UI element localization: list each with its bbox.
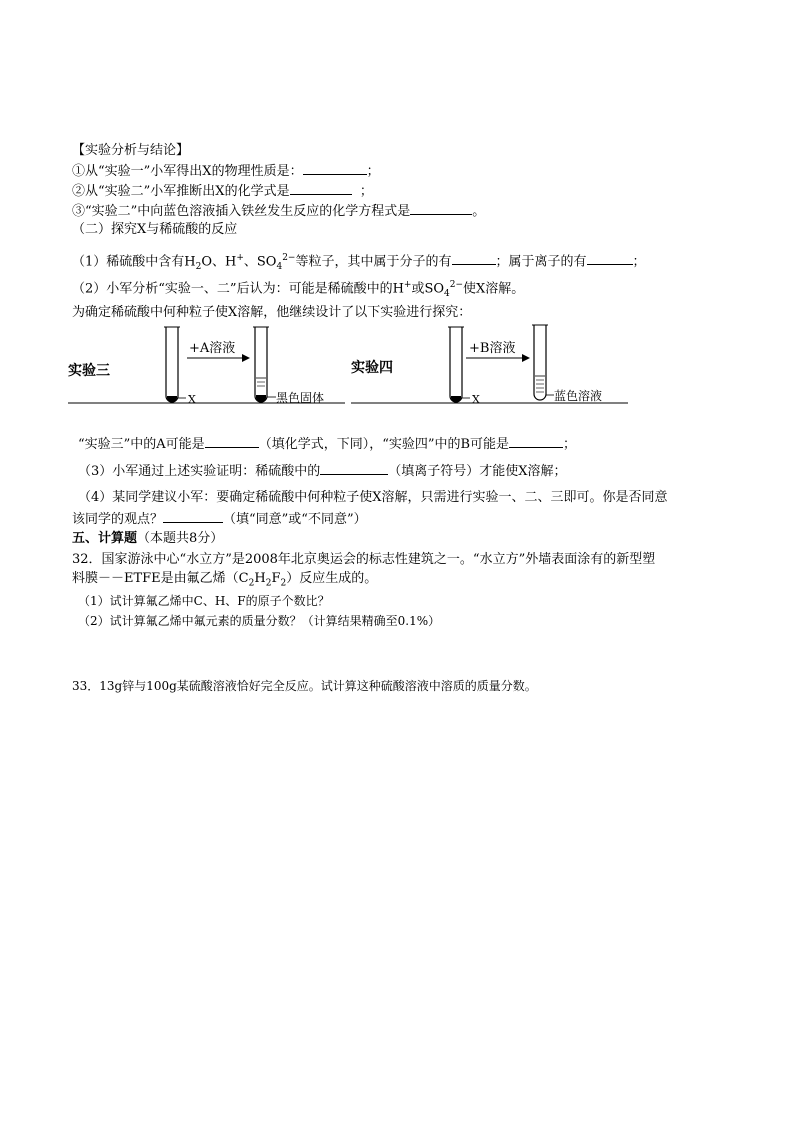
- q2-end: ；: [359, 184, 373, 199]
- p1-c: 、SO: [243, 254, 277, 270]
- part2-title: （二）探究X与稀硫酸的反应: [72, 222, 238, 237]
- section-5-heading: [72, 530, 223, 548]
- exp3-label: 实验三: [68, 363, 110, 379]
- p2-sub4: 4: [444, 288, 450, 299]
- exp4-arrow-label: +B溶液: [469, 341, 516, 356]
- q32-line-1: 32．国家游泳中心“水立方”是2008年北京奥运会的标志性建筑之一。“水立方”外墙表面涂有的新型塑: [72, 552, 656, 567]
- exp3-arrow-label: +A溶液: [189, 341, 236, 356]
- p5-blank[interactable]: [320, 461, 388, 475]
- paragraph-2: [72, 276, 524, 303]
- exp3-tube-2: [253, 327, 276, 402]
- q2-answer-blank[interactable]: [290, 181, 352, 195]
- p6-line2a: 该同学的观点？: [72, 512, 164, 527]
- q1-var: X: [202, 164, 212, 179]
- q32-line2b: H: [254, 571, 266, 586]
- exp4-tube-2: [532, 325, 554, 400]
- p4-c: ；: [563, 437, 577, 452]
- p4-a-blank[interactable]: [205, 434, 259, 448]
- exp4-label: 实验四: [351, 360, 393, 376]
- p1-molecule-blank[interactable]: [452, 251, 496, 265]
- question-1: [72, 161, 380, 181]
- experiment-diagram: [0, 318, 794, 438]
- q32-sub-2: （2）试计算氟乙烯中氟元素的质量分数？（计算结果精确至0.1%）: [78, 614, 441, 628]
- paragraph-6-line-2: [72, 509, 367, 529]
- p1-ion-blank[interactable]: [587, 251, 633, 265]
- exp3-tube-1: [164, 327, 186, 402]
- question-3: [72, 201, 485, 221]
- q33: 33．13g锌与100g某硫酸溶液恰好完全反应。试计算这种硫酸溶液中溶质的质量分数。: [72, 679, 537, 693]
- q1-answer-blank[interactable]: [303, 161, 367, 175]
- p2-b: 或SO: [411, 281, 445, 297]
- q3-end: 。: [472, 204, 486, 219]
- p1-f: ；: [632, 254, 646, 270]
- p2-a: （2）小军分析“实验一、二”后认为：可能是稀硫酸中的H: [72, 281, 404, 297]
- p1-sup2m: 2−: [282, 253, 296, 263]
- exp3-result-label: 黑色固体: [276, 391, 325, 405]
- paragraph-4: [78, 434, 576, 454]
- q1-suffix: 的物理性质是：: [211, 164, 303, 179]
- p1-sub4: 4: [276, 261, 283, 272]
- p1-a: （1）稀硫酸中含有H: [72, 254, 196, 270]
- q2-var: X: [215, 184, 225, 199]
- p1-supplus: +: [236, 253, 244, 263]
- paragraph-5: [78, 461, 567, 481]
- p5-b: （填离子符号）才能使X溶解；: [388, 464, 567, 479]
- q32-s3: 2: [280, 578, 287, 589]
- p5-a: （3）小军通过上述实验证明：稀硫酸中的: [78, 464, 321, 479]
- p1-d: 等粒子，其中属于分子的有: [295, 254, 452, 270]
- exp4-tube-1: [448, 327, 470, 402]
- q32-sub-1: （1）试计算氟乙烯中C、H、F的原子个数比？: [78, 594, 330, 608]
- q32-line2a: 料膜－－ETFE是由氟乙烯（C: [72, 571, 249, 586]
- p4-b-blank[interactable]: [509, 434, 563, 448]
- p1-e: ；属于离子的有: [495, 254, 587, 270]
- section-5-note: （本题共8分）: [137, 531, 224, 546]
- q3-answer-blank[interactable]: [410, 201, 472, 215]
- p1-sub2: 2: [195, 261, 202, 272]
- paragraph-3: 为确定稀硫酸中何种粒子使X溶解，他继续设计了以下实验进行探究：: [72, 305, 472, 320]
- p4-a: “实验三”中的A可能是: [78, 437, 205, 452]
- p6-line2b: （填“同意”或“不同意”）: [223, 512, 367, 527]
- q1-prefix: ①从“实验一”小军得出: [72, 164, 203, 179]
- exp3-tube-label: X: [188, 393, 196, 406]
- p1-b: O、H: [201, 254, 237, 270]
- q3-text: ③“实验二”中向蓝色溶液插入铁丝发生反应的化学方程式是: [72, 204, 411, 219]
- paragraph-1: [72, 249, 646, 276]
- q1-end: ；: [366, 164, 380, 179]
- section-5-title: 五、计算题: [72, 531, 138, 546]
- section-analysis-heading: 【实验分析与结论】: [72, 143, 190, 158]
- q32-line-2: [72, 570, 377, 593]
- p2-supplus: +: [403, 280, 412, 290]
- question-2: [72, 181, 373, 201]
- q2-suffix: 的化学式是: [224, 184, 290, 199]
- p2-c: 使X溶解。: [463, 281, 525, 297]
- q32-s1: 2: [248, 578, 255, 589]
- p6-blank[interactable]: [163, 509, 223, 523]
- exp4-result-label: 蓝色溶液: [554, 389, 603, 403]
- q32-line2c: F: [271, 571, 281, 586]
- q32-line2d: ）反应生成的。: [286, 571, 378, 586]
- p4-b: （填化学式，下同），“实验四”中的B可能是: [258, 437, 510, 452]
- q32-s2: 2: [265, 578, 272, 589]
- exp4-tube-label: X: [472, 393, 480, 406]
- p2-sup2m: 2−: [449, 280, 464, 290]
- paragraph-6-line-1: （4）某同学建议小军：要确定稀硫酸中何种粒子使X溶解，只需进行实验一、二、三即可。你是否同意: [78, 490, 668, 505]
- q2-prefix: ②从“实验二”小军推断出: [72, 184, 216, 199]
